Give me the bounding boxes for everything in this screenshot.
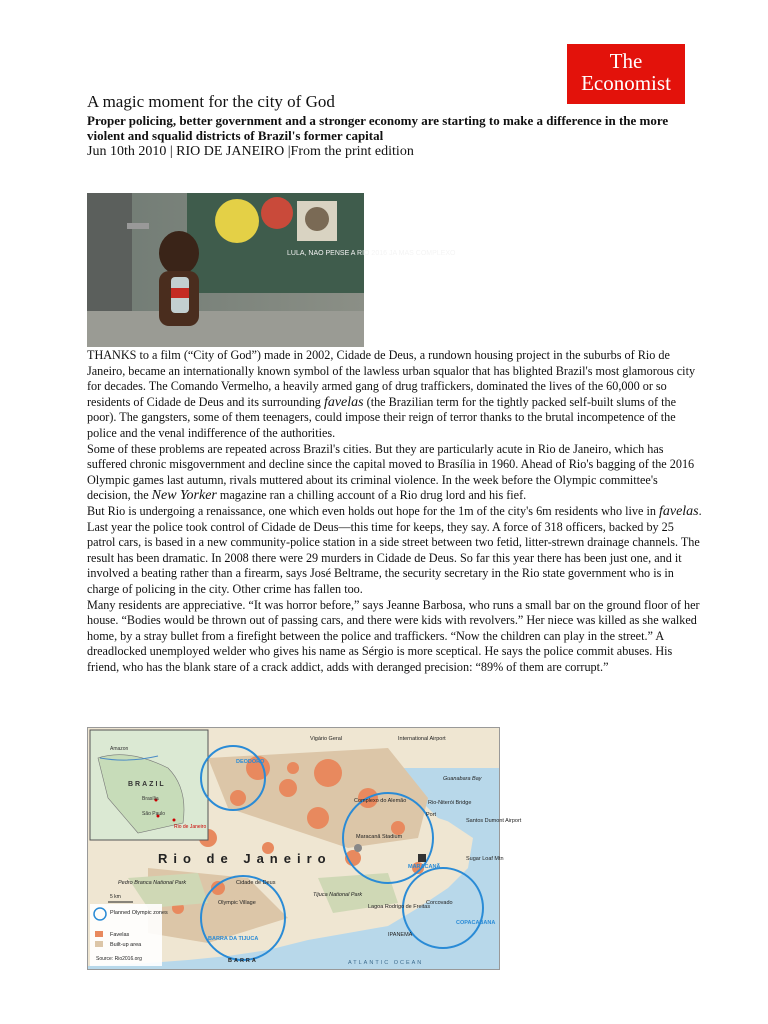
map-label-sugar-loaf: Sugar Loaf Mtn	[466, 856, 504, 862]
map-label-olympic-village: Olympic Village	[218, 900, 256, 906]
inset-city-sao-paulo: São Paulo	[142, 811, 166, 817]
map-label-barra-tijuca: BARRA DA TIJUCA	[208, 936, 259, 942]
inset-city-rio: Rio de Janeiro	[174, 824, 207, 830]
inset-city-brasilia: Brasília	[142, 796, 159, 802]
article-body	[87, 348, 702, 675]
rio-map	[87, 727, 522, 970]
article-dateline: Jun 10th 2010 | RIO DE JANEIRO |From the print edition	[87, 144, 414, 159]
map-label-guanabara-bay: Guanabara Bay	[443, 776, 482, 782]
logo-line-1: The	[609, 49, 643, 73]
map-label-complexo-alemao: Complexo do Alemão	[354, 798, 407, 804]
map-label-bridge: Rio-Niterói Bridge	[428, 800, 472, 806]
map-label-deodoro: DEODORO	[236, 759, 265, 765]
economist-logo[interactable]	[567, 44, 685, 104]
mural-text: LULA, NAO PENSE A RIO 2016 JA MAS COMPLEXO	[287, 250, 456, 257]
map-label-vigario-geral: Vigário Geral	[310, 736, 342, 742]
map-label-maracana-stadium: Maracanã Stadium	[356, 834, 403, 840]
map-label-airport: International Airport	[398, 736, 446, 742]
map-label-lagoa: Lagoa Rodrigo de Freitas	[368, 904, 431, 910]
paragraph-3: But Rio is undergoing a renaissance, one which even holds out hope for the 1m of the city's 6m residents who live in favelas. Last year the police took control of Cidade de Deus—this time for keeps, they say. A force of 318 officers, backed by 25 patrol cars, is based in a new community-police station in a side street between two fetid, litter-strewn drainage channels. The result has been dramatic. In 2008 there were 29 murders in Cidade de Deus. So far this year there has been just one, and it involved a beating rather than a firearm, says José Beltrame, the security secretary in the Rio state government who is in charge of policing in the city. Other crime has fallen too.	[87, 503, 702, 596]
map-label-cidade-de-deus: Cidade de Deus	[236, 880, 276, 886]
map-label-santos-dumont: Santos Dumont Airport	[466, 818, 522, 824]
paragraph-2: Some of these problems are repeated across Brazil's cities. But they are particularly acute in Rio de Janeiro, which has suffered chronic misgovernment and decline since the capital moved to Brasília in 1960. Ahead of Rio's bagging of the 2016 Olympic games last autumn, rivals muttered about its criminal violence. In the week before the Olympic committee's decision, the New Yorker magazine ran a chilling account of a Rio drug lord and his fief.	[87, 441, 695, 504]
map-label-tijuca-park: Tijuca National Park	[313, 892, 363, 898]
map-label-copacabana-zone: COPACABANA	[456, 920, 496, 926]
map-label-ipanema: IPANEMA	[388, 932, 413, 938]
inset-country-label: BRAZIL	[128, 781, 166, 788]
map-label-atlantic: ATLANTIC OCEAN	[348, 960, 424, 966]
legend-favelas-label: Favelas	[110, 932, 130, 938]
map-legend	[90, 904, 168, 966]
inset-river-label: Amazon	[110, 746, 129, 752]
logo-line-2: Economist	[581, 71, 671, 95]
legend-source-label: Source: Rio2016.org	[96, 956, 142, 962]
legend-built-label: Built-up area	[110, 942, 142, 948]
article-title: A magic moment for the city of God	[87, 92, 335, 111]
map-label-barra: BARRA	[228, 958, 258, 964]
map-label-maracana-zone: MARACANÃ	[408, 864, 441, 870]
map-label-port: Port	[426, 812, 437, 818]
map-label-pedro-branca: Pedro Branca National Park	[118, 880, 187, 886]
map-city-label: Rio de Janeiro	[158, 851, 332, 866]
paragraph-1: THANKS to a film (“City of God”) made in 2002, Cidade de Deus, a rundown housing project in the suburbs of Rio de Janeiro, became an internationally known symbol of the lawless urban squalor that has blighted Brazil's most glamorous city for decades. The Comando Vermelho, a heavily armed gang of drug traffickers, dominated the lives of the 60,000 or so residents of Cidade de Deus and its surrounding favelas (the Brazilian term for the tightly packed self-built slums of the poor). The gangsters, some of them teenagers, could impose their reign of terror thanks to the brutal incompetence of the police and the venal indifference of the authorities.	[87, 348, 696, 440]
legend-zones-label: Planned Olympic zones	[110, 910, 168, 916]
article-subtitle: Proper policing, better government and a stronger economy are starting to make a difference in the more violent and squalid districts of Brazil's former capital	[87, 113, 669, 143]
article-photo	[87, 193, 456, 347]
map-label-corcovado: Corcovado	[426, 900, 453, 906]
paragraph-4: Many residents are appreciative. “It was horror before,” says Jeanne Barbosa, who runs a small bar on the ground floor of her house. “Bodies would be thrown out of passing cars, and there were kids with revolvers.” Her niece was killed as she walked home, by a stray bullet from a firefight between the police and traffickers. “Now the children can play in the street.” A dreadlocked unemployed welder who gives his name as Sérgio is more sceptical. He says the police commit abuses. His friend, who has the blank stare of a crack addict, adds with deranged precision: “89% of them are corrupt.”	[87, 597, 700, 674]
map-scale-label: 5 km	[110, 894, 121, 900]
